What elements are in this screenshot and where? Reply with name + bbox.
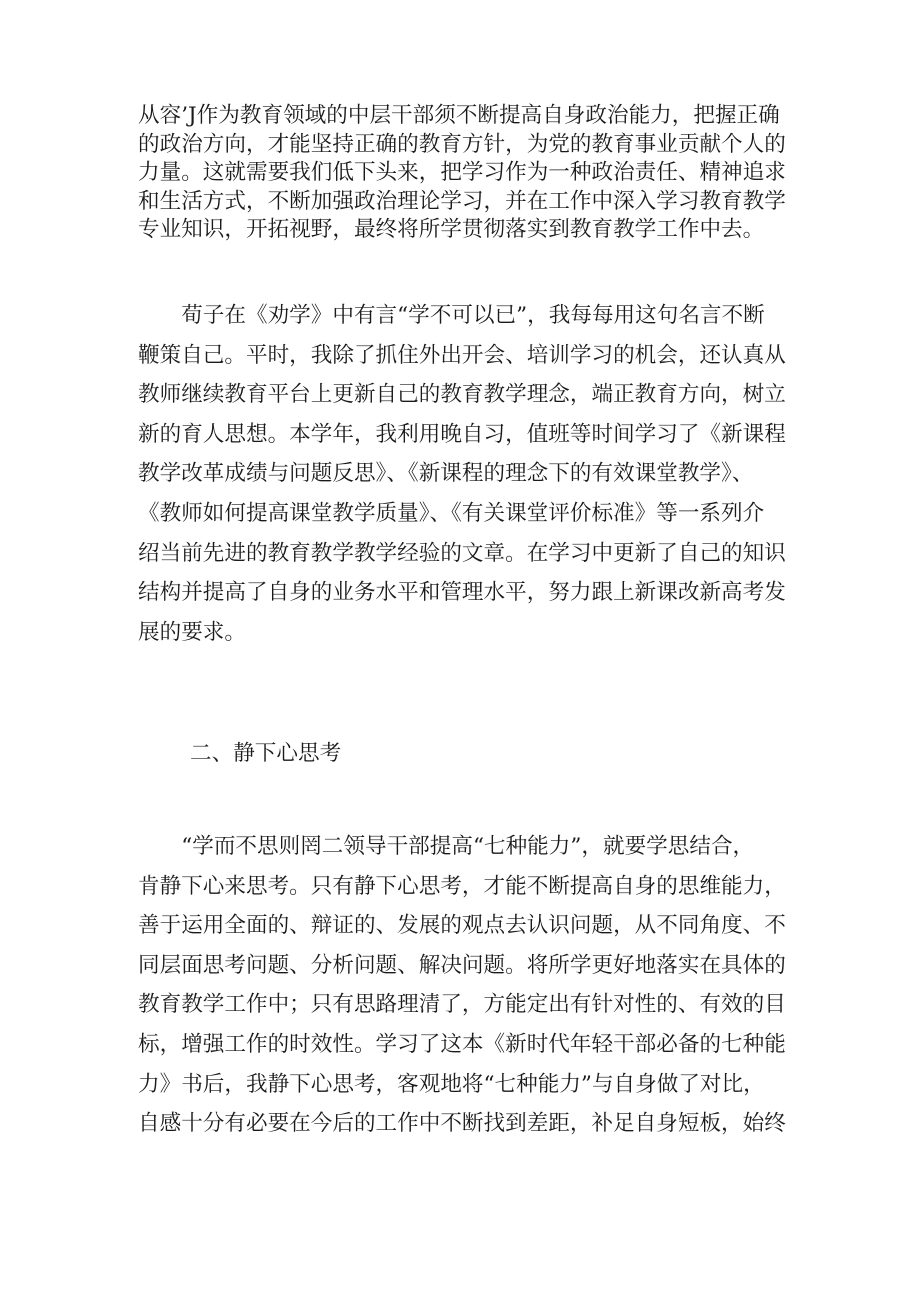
text-line: 标，增强工作的时效性。学习了这本《新时代年轻干部必备的七种能 [138,1031,786,1057]
text-line: 肯静下心来思考。只有静下心思考，才能不断提高自身的思维能力， [138,873,786,899]
text-line: 绍当前先进的教育教学教学经验的文章。在学习中更新了自己的知识 [138,540,786,566]
paragraph-reflection [138,827,793,1144]
text-line: 教师继续教育平台上更新自己的教育教学理念，端正教育方向，树立 [138,382,786,408]
text-line: “学而不思则罔二领导干部提高“七种能力”，就要学思结合， [138,834,755,859]
text-line: 荀子在《劝学》中有言“学不可以已”，我每每用这句名言不断 [138,303,765,328]
text-line: 同层面思考问题、分析问题、解决问题。将所学更好地落实在具体的 [138,952,786,978]
paragraph-political-ability [138,102,793,245]
text-line: 和生活方式，不断加强政治理论学习，并在工作中深入学习教育教学 [138,188,786,214]
text-line: 鞭策自己。平时，我除了抓住外出开会、培训学习的机会，还认真从 [138,342,786,368]
text-line: 新的育人思想。本学年，我利用晚自习，值班等时间学习了《新课程 [138,421,786,447]
text-line: 展的要求。 [138,619,246,645]
text-line: 教学改革成绩与问题反思》、《新课程的理念下的有效课堂教学》、 [138,461,754,487]
text-line: 力》书后，我静下心思考，客观地将“七种能力”与自身做了对比， [138,1071,765,1097]
text-line: 善于运用全面的、辩证的、发展的观点去认识问题，从不同角度、不 [138,913,786,939]
section-heading: 二、静下心思考 [190,741,342,766]
text-line: 从容’J作为教育领域的中层干部须不断提高自身政治能力，把握正确 [138,103,780,128]
text-line: 《教师如何提高课堂教学质量》、《有关课堂评价标准》等一系列介 [138,500,765,526]
paragraph-continuous-learning [138,296,793,652]
text-line: 专业知识，开拓视野，最终将所学贯彻落实到教育教学工作中去。 [138,217,765,242]
text-line: 自感十分有必要在今后的工作中不断找到差距，补足自身短板，始终 [138,1111,786,1137]
text-line: 的政治方向，才能坚持正确的教育方针，为党的教育事业贡献个人的 [138,131,786,157]
text-line: 力量。这就需要我们低下头来，把学习作为一种政治责任、精神追求 [138,160,786,185]
text-line: 教育教学工作中；只有思路理清了，方能定出有针对性的、有效的目 [138,992,786,1018]
text-line: 结构并提高了自身的业务水平和管理水平，努力跟上新课改新高考发 [138,580,786,606]
